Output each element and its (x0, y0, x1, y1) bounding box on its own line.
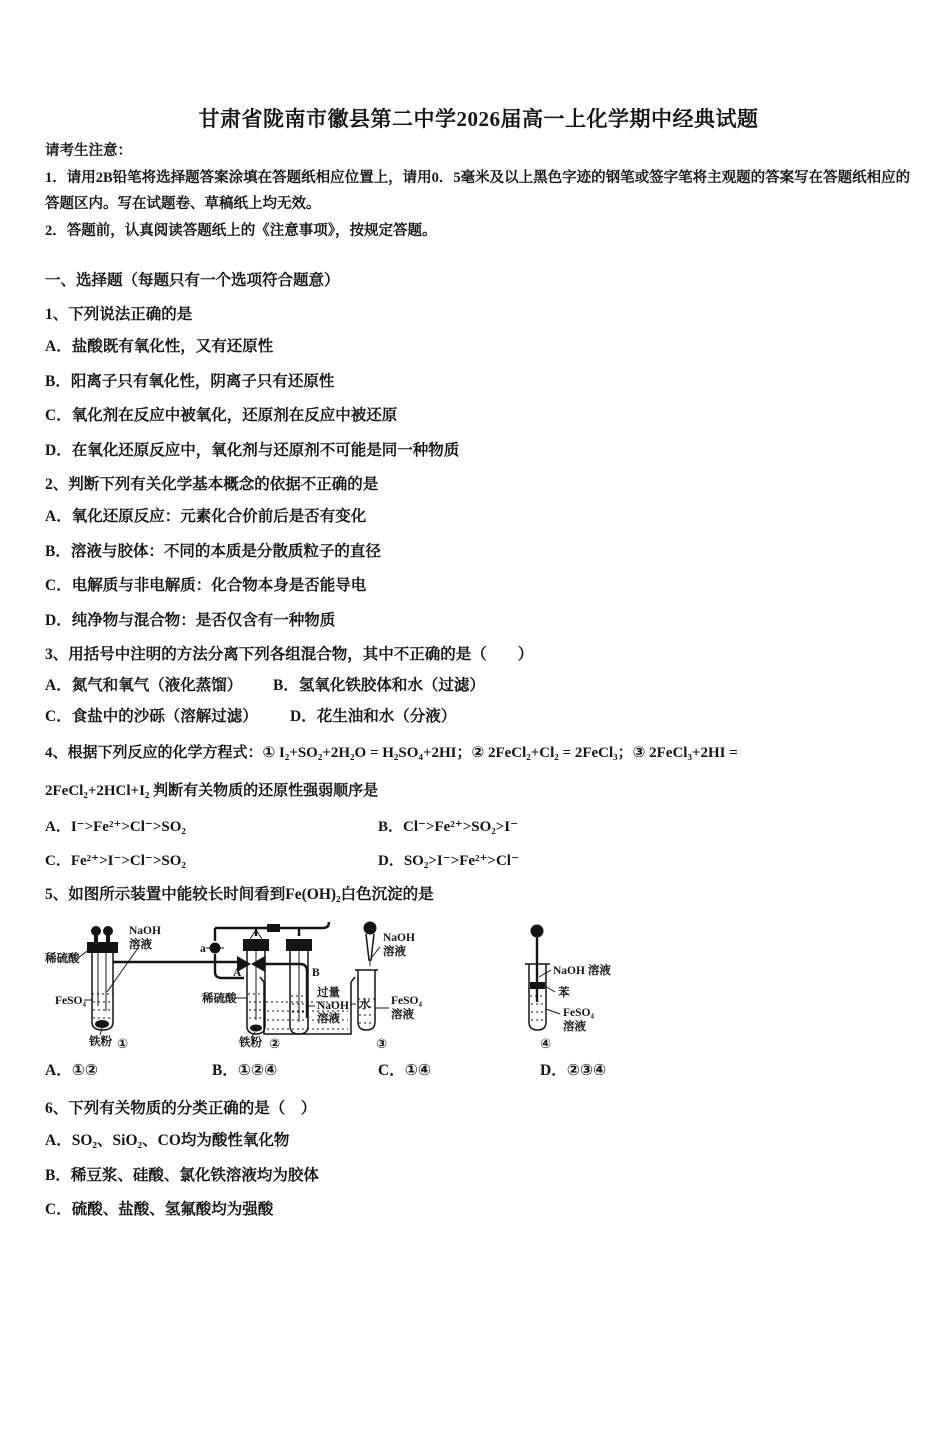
question-4-options-row-1 (45, 810, 912, 844)
label-iron-powder: 铁粉 (89, 1036, 112, 1048)
section-1-title: 一、选择题（每题只有一个选项符合题意） (45, 272, 340, 289)
q4-stem-line-1: 4、根据下列反应的化学方程式：① I₂+SO₂+2H₂O = H₂SO₄+2HI；② 2FeCl₂+Cl₂ = 2FeCl₃；③ 2FeCl₃+2HI = (45, 745, 738, 761)
q2-option-d: D．纯净物与混合物：是否仅含有一种物质 (45, 611, 336, 629)
question-3-stem: 3、用括号中注明的方法分离下列各组混合物，其中不正确的是（ ） (45, 646, 534, 663)
notice-item-2: 2．答题前，认真阅读答题纸上的《注意事项》，按规定答题。 (45, 222, 437, 239)
q4-option-b: B．Cl⁻>Fe²⁺>SO₂>I⁻ (378, 819, 519, 835)
q1-option-a: A．盐酸既有氧化性，又有还原性 (45, 338, 274, 355)
apparatus-2 (200, 922, 349, 1051)
label-naoh-2: NaOH (317, 1000, 349, 1012)
page-title: 甘肃省陇南市徽县第二中学2026届高一上化学期中经典试题 (198, 107, 759, 131)
q5-option-d: D．②③④ (540, 1062, 607, 1079)
q3-option-c: C．食盐中的沙砾（溶解过滤） (45, 708, 258, 725)
label-valve-a: a (200, 943, 206, 955)
pipe-connector (267, 924, 280, 932)
q6-option-c: C．硫酸、盐酸、氢氟酸均为强酸 (45, 1201, 274, 1218)
label-dilute-sulfuric-acid-2: 稀硫酸 (202, 993, 237, 1005)
label-naoh: NaOH (129, 925, 161, 937)
question-4-stem (45, 734, 912, 810)
label-tube-A: A (233, 967, 242, 979)
label-naoh-solution-2: 溶液 (317, 1013, 340, 1025)
label-dilute-sulfuric-acid: 稀硫酸 (45, 953, 80, 965)
label-naoh-solution: 溶液 (129, 939, 152, 951)
question-3-options-row-1 (45, 670, 912, 701)
question-2-stem: 2、判断下列有关化学基本概念的依据不正确的是 (45, 476, 379, 493)
question-5-stem: 5、如图所示装置中能较长时间看到Fe(OH)₂白色沉淀的是 (45, 886, 434, 903)
label-naoh-3: NaOH (383, 932, 415, 944)
q2-option-c: C．电解质与非电解质：化合物本身是否能导电 (45, 577, 367, 594)
iron-powder-blob-2 (250, 1025, 262, 1032)
q2-option-a: A．氧化还原反应：元素化合价前后是否有变化 (45, 508, 367, 525)
label-benzene: 苯 (558, 987, 570, 999)
label-feso4-3: FeSO₄ (391, 995, 422, 1007)
apparatus-4 (525, 925, 611, 1052)
q1-option-b: B．阳离子只有氧化性，阴离子只有还原性 (45, 372, 335, 390)
iron-powder-blob (95, 1020, 109, 1028)
question-4-options-row-2 (45, 844, 912, 878)
label-feso4-solution-4: 溶液 (563, 1021, 586, 1033)
q3-option-d: D．花生油和水（分液） (290, 708, 457, 725)
q5-option-c: C．①④ (378, 1062, 431, 1079)
label-feso4: FeSO₄ (55, 995, 86, 1007)
apparatus-figure (45, 914, 945, 1056)
label-tube-B: B (312, 967, 320, 979)
q6-option-a: A．SO₂、SiO₂、CO均为酸性氧化物 (45, 1132, 290, 1149)
exam-paper (0, 104, 950, 1228)
apparatus-4-number: ④ (540, 1036, 552, 1051)
question-6-options (45, 1124, 912, 1228)
benzene-layer (530, 982, 545, 989)
question-2-options (45, 500, 912, 638)
q4-option-c: C．Fe²⁺>I⁻>Cl⁻>SO₂ (45, 853, 186, 869)
q1-option-d: D．在氧化还原反应中，氧化剂与还原剂不可能是同一种物质 (45, 441, 460, 459)
q5-option-a: A．①② (45, 1062, 98, 1079)
question-6-stem: 6、下列有关物质的分类正确的是（ ） (45, 1100, 317, 1117)
label-naoh-solution-4: NaOH 溶液 (553, 965, 611, 977)
question-1-options (45, 330, 912, 468)
label-excess: 过量 (317, 987, 340, 999)
q4-option-a: A．I⁻>Fe²⁺>Cl⁻>SO₂ (45, 819, 186, 835)
notice-item-1: 1．请用2B铅笔将选择题答案涂填在答题纸相应位置上，请用0．5毫米及以上黑色字迹的钢笔或签字笔将主观题的答案写在答题纸相应的答题区内。写在试题卷、草稿纸上均无效。 (45, 169, 911, 212)
question-3-options-row-2 (45, 701, 912, 732)
apparatus-3 (355, 922, 422, 1052)
label-feso4-solution-3: 溶液 (391, 1009, 414, 1021)
dropper-bulb-3 (364, 922, 377, 935)
q4-stem-line-2: 2FeCl₂+2HCl+I₂ 判断有关物质的还原性强弱顺序是 (45, 783, 379, 799)
apparatus-3-number: ③ (376, 1036, 388, 1051)
apparatus-2-number: ② (269, 1036, 281, 1051)
question-1-stem: 1、下列说法正确的是 (45, 306, 193, 323)
label-water: 水 (359, 999, 371, 1011)
q2-option-b: B．溶液与胶体：不同的本质是分散质粒子的直径 (45, 542, 381, 560)
candidate-notice (45, 138, 912, 244)
q3-option-a: A．氮气和氧气（液化蒸馏） (45, 677, 243, 694)
question-5-figure (45, 914, 912, 1056)
label-naoh-solution-3: 溶液 (383, 946, 406, 958)
notice-header: 请考生注意： (45, 143, 132, 159)
label-feso4-4: FeSO₄ (563, 1007, 594, 1019)
question-5-options (45, 1056, 912, 1086)
q3-option-b: B．氢氧化铁胶体和水（过滤） (273, 677, 485, 694)
label-iron-powder-2: 铁粉 (239, 1037, 262, 1049)
q5-option-b: B．①②④ (212, 1062, 278, 1079)
q1-option-c: C．氧化剂在反应中被氧化，还原剂在反应中被还原 (45, 407, 398, 424)
apparatus-1-number: ① (117, 1036, 129, 1051)
q4-option-d: D．SO₂>I⁻>Fe²⁺>Cl⁻ (378, 853, 519, 869)
dropper-bulb-4 (531, 925, 544, 938)
q6-option-b: B．稀豆浆、硅酸、氯化铁溶液均为胶体 (45, 1166, 319, 1184)
